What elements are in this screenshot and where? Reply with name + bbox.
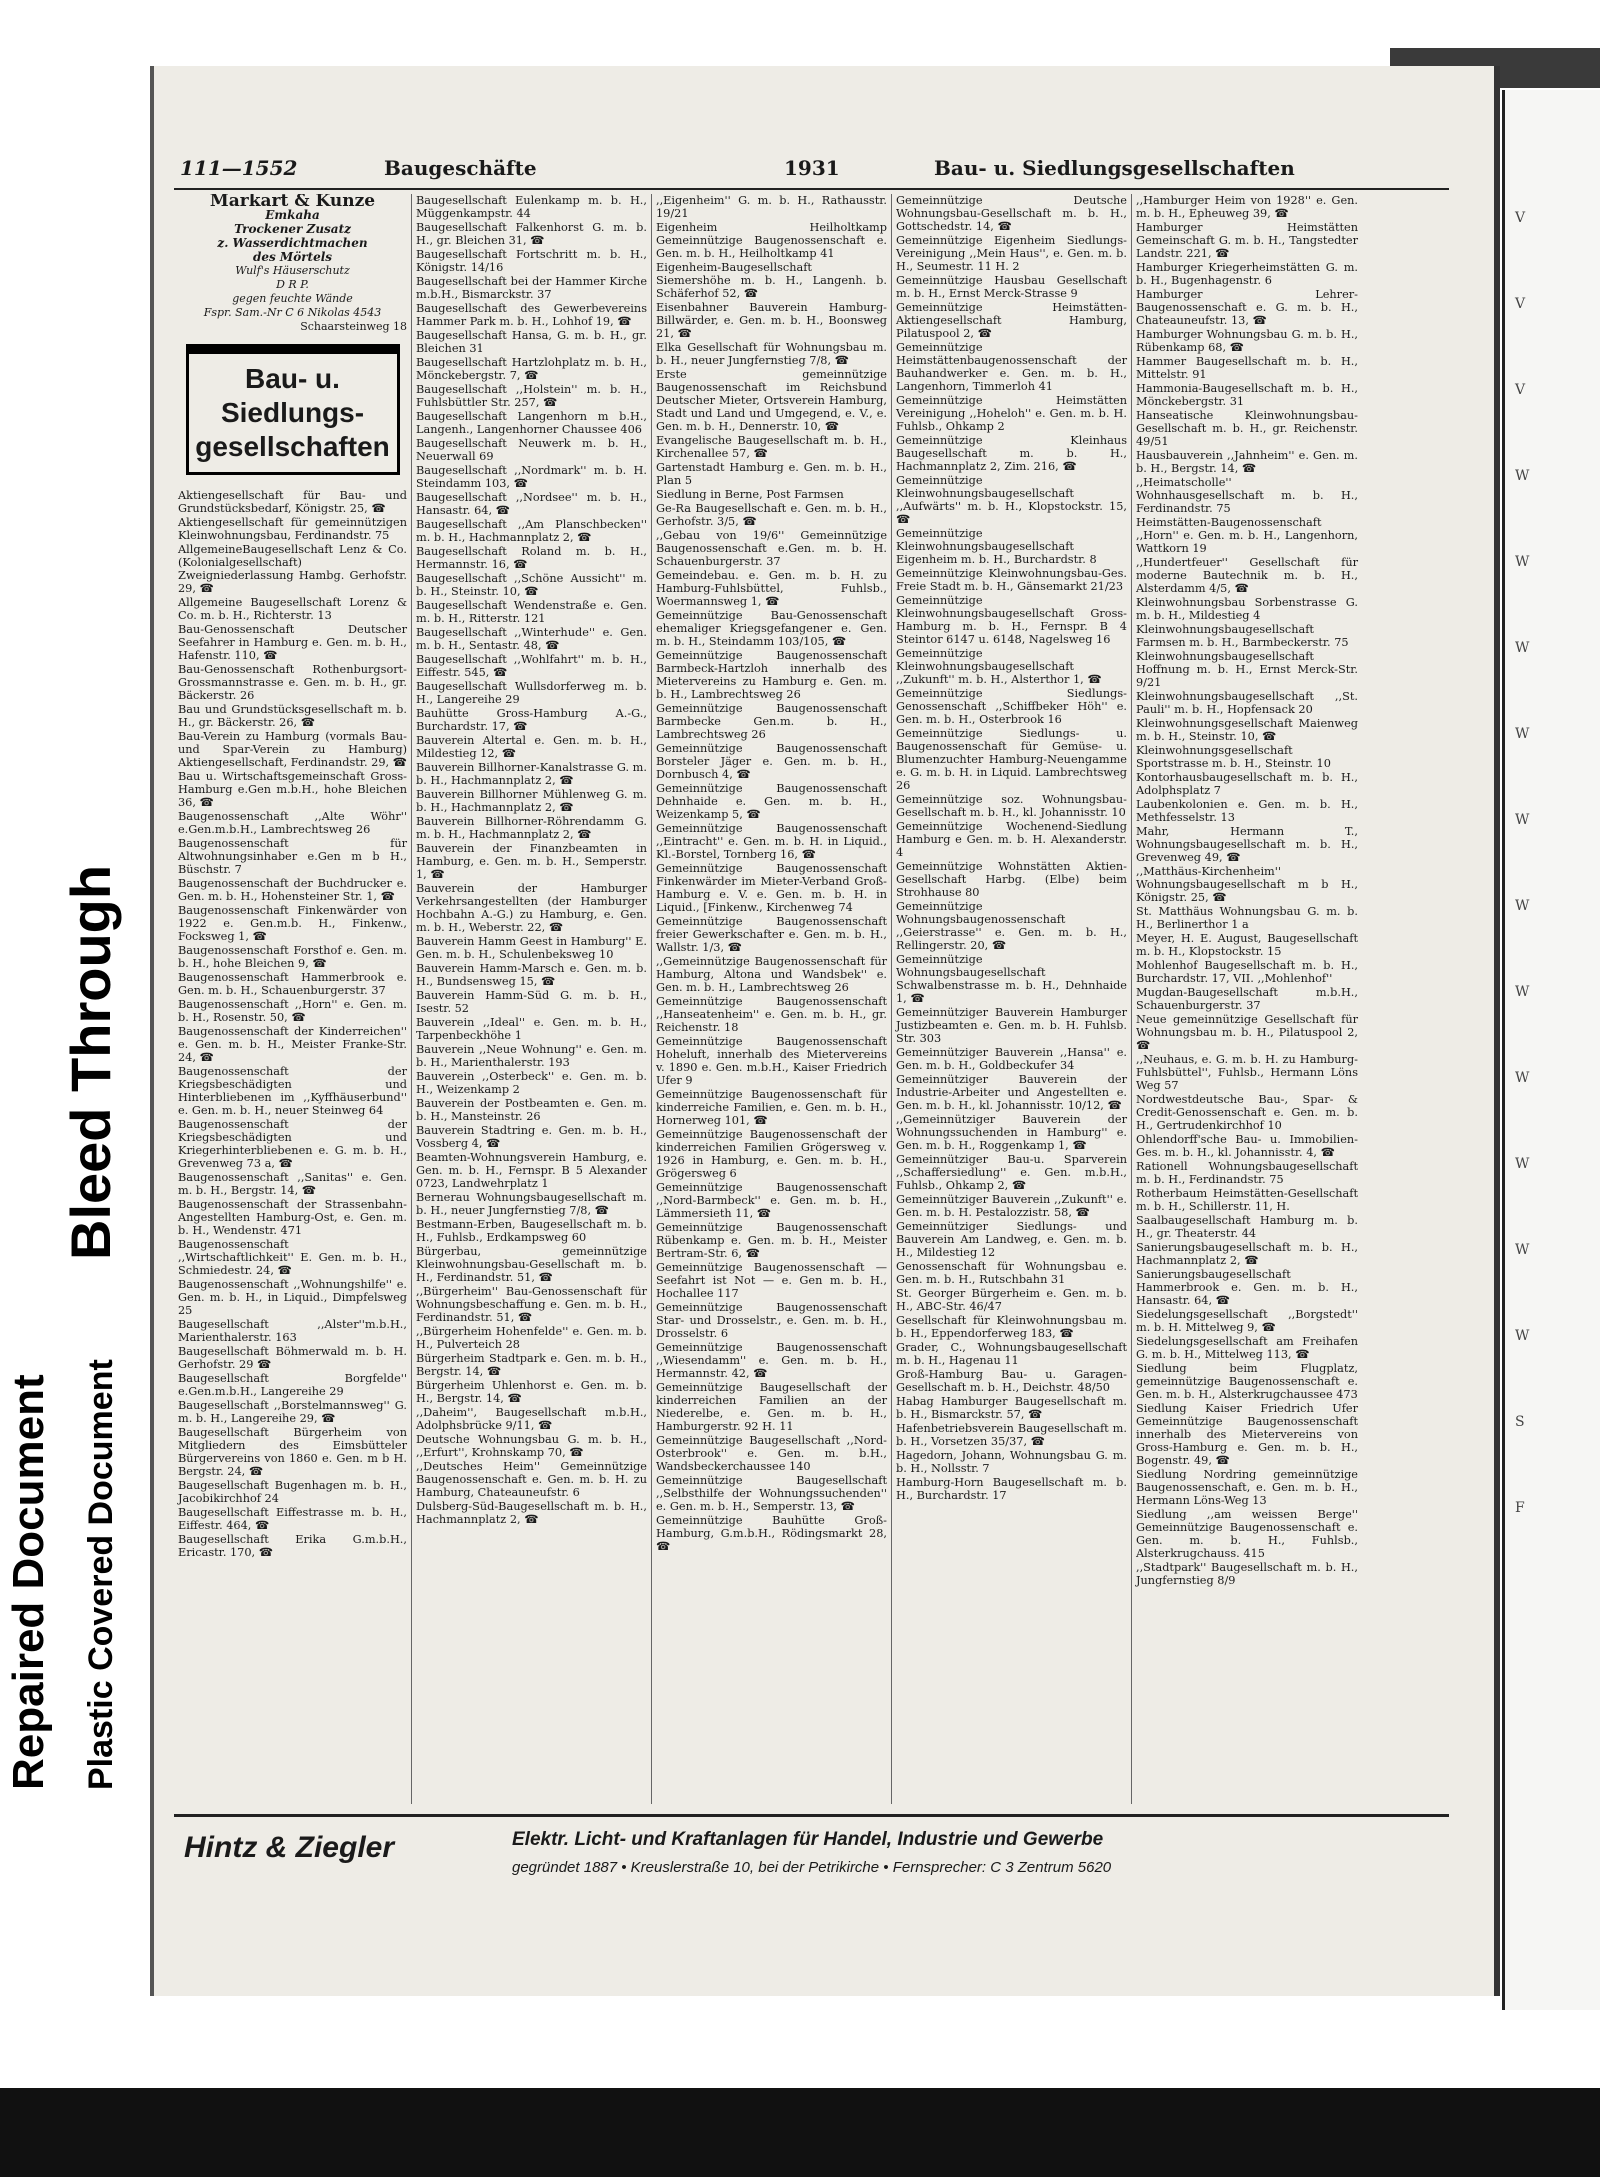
- side-labels: [0, 780, 150, 1820]
- adjacent-page-letter: W: [1515, 726, 1530, 742]
- directory-entry: Gemeinnützige Baugenossenschaft ,,Eintracht'' e. Gen. m. b. H. in Liquid., Kl.-Borstel, Tornberg 16, ☎: [656, 822, 887, 861]
- adjacent-page-letter: W: [1515, 812, 1530, 828]
- directory-entry: Baugesellschaft des Gewerbevereins Hammer Park m. b. H., Lohhof 19, ☎: [416, 302, 647, 328]
- directory-entry: Bau-Verein zu Hamburg (vormals Bau- und Spar-Verein zu Hamburg) Aktiengesellschaft, Ferdinandstr. 29, ☎: [178, 730, 407, 769]
- directory-entry: Bauverein Hamm Geest in Hamburg'' E. Gen. m. b. H., Schulenbeksweg 10: [416, 935, 647, 961]
- directory-entry: Baugesellschaft ,,Alster''m.b.H., Marienthalerstr. 163: [178, 1318, 407, 1344]
- directory-entry: Dulsberg-Süd-Baugesellschaft m. b. H., Hachmannplatz 2, ☎: [416, 1500, 647, 1526]
- directory-entry: Baugesellschaft Hansa, G. m. b. H., gr. Bleichen 31: [416, 329, 647, 355]
- page-number: 111—1552: [180, 156, 298, 180]
- directory-entry: Mohlenhof Baugesellschaft m. b. H., Burchardstr. 17, VII. ,,Mohlenhof'': [1136, 959, 1358, 985]
- directory-entry: Gemeinnützige Hausbau Gesellschaft m. b. H., Ernst Merck-Strasse 9: [896, 274, 1127, 300]
- directory-entry: Gemeinnützige Siedlungs-Genossenschaft ,,Schiffbeker Höh'' e. Gen. m. b. H., Osterbrook 16: [896, 687, 1127, 726]
- directory-entry: Gemeinnützige Baugenossenschaft der kinderreichen Familien Grögersweg v. 1926 in Hamburg, e. Gen. m. b. H., Grögersweg 6: [656, 1128, 887, 1180]
- directory-entry: Siedelungsgesellschaft ,,Borgstedt'' m. b. H. Mittelweg 9, ☎: [1136, 1308, 1358, 1334]
- directory-entry: Deutsche Wohnungsbau G. m. b. H., ,,Erfurt'', Krohnskamp 70, ☎: [416, 1433, 647, 1459]
- ad-line-3: gegen feuchte Wände: [232, 292, 353, 305]
- directory-entry: Hagedorn, Johann, Wohnungsbau G. m. b. H., Nollsstr. 7: [896, 1449, 1127, 1475]
- directory-entry: Baugesellschaft ,,Borstelmannsweg'' G. m. b. H., Langereihe 29, ☎: [178, 1399, 407, 1425]
- directory-entry: ,,Gemeinnützige Baugenossenschaft für Hamburg, Altona und Wandsbek'' e. Gen. m. b. H., Lambrechtsweg 26: [656, 955, 887, 994]
- directory-entry: Gemeinnützige Baugenossenschaft ,,Wiesendamm'' e. Gen. m. b. H., Hermannstr. 42, ☎: [656, 1341, 887, 1380]
- directory-entry: Kontorhausbaugesellschaft m. b. H., Adolphsplatz 7: [1136, 771, 1358, 797]
- directory-entry: Bürgerheim Uhlenhorst e. Gen. m. b. H., Bergstr. 14, ☎: [416, 1379, 647, 1405]
- directory-entry: Gemeinnützige Baugenossenschaft Borsteler Jäger e. Gen. m. b. H., Dornbusch 4, ☎: [656, 742, 887, 781]
- directory-entry: Eigenheim Heilholtkamp Gemeinnützige Baugenossenschaft e. Gen. m. b. H., Heilholtkamp 41: [656, 221, 887, 260]
- directory-entry: Bauverein Billhorner-Kanalstrasse G. m. b. H., Hachmannplatz 2, ☎: [416, 761, 647, 787]
- directory-entry: Hamburger Kriegerheimstätten G. m. b. H., Bugenhagenstr. 6: [1136, 261, 1358, 287]
- directory-columns: [174, 194, 1449, 1804]
- directory-entry: Kleinwohnungsbaugesellschaft Farmsen m. b. H., Barmbeckerstr. 75: [1136, 623, 1349, 649]
- repaired-document-label: Repaired Document: [4, 1374, 53, 1790]
- section-title-box: Bau- u. Siedlungs- gesellschaften: [186, 344, 400, 475]
- plastic-covered-label: Plastic Covered Document: [82, 1359, 120, 1790]
- directory-entry: Hammonia-Baugesellschaft m. b. H., Mönckebergstr. 31: [1136, 382, 1358, 408]
- directory-entry: Bernerau Wohnungsbaugesellschaft m. b. H., neuer Jungfernstieg 7/8, ☎: [416, 1191, 647, 1217]
- column-3: [652, 194, 892, 1804]
- directory-entry: Gemeinnützige Baugenossenschaft — Seefahrt ist Not — e. Gen m. b. H., Hochallee 117: [656, 1261, 887, 1300]
- adjacent-page-letter: W: [1515, 554, 1530, 570]
- directory-entry: Baugenossenschaft Finkenwärder von 1922 e. Gen.m.b. H., Finkenw., Focksweg 1, ☎: [178, 904, 407, 943]
- directory-entry: Baugenossenschaft ,,Horn'' e. Gen. m. b. H., Rosenstr. 50, ☎: [178, 998, 407, 1024]
- adjacent-page-letter: W: [1515, 640, 1530, 656]
- directory-entry: Bauverein Billhorner Mühlenweg G. m. b. H., Hachmannplatz 2, ☎: [416, 788, 647, 814]
- directory-entry: Bauverein Billhorner-Röhrendamm G. m. b. H., Hachmannplatz 2, ☎: [416, 815, 647, 841]
- column-5: [1132, 194, 1362, 1804]
- directory-entry: Gemeinnützige Baugenossenschaft Barmbecke Gen.m. b. H., Lambrechtsweg 26: [656, 702, 887, 741]
- directory-entry: Gemeinnützige Baugesellschaft ,,Nord-Osterbrook'' e. Gen. m. b.H., Wandsbeckerchaussee 140: [656, 1434, 887, 1473]
- directory-entry: Gemeinnützige Kleinwohnungsbaugesellschaft ,,Aufwärts'' m. b. H., Klopstockstr. 15, ☎: [896, 474, 1127, 526]
- directory-entry: ,,Deutsches Heim'' Gemeinnützige Baugenossenschaft e. Gen. m. b. H. zu Hamburg, Chateauneufstr. 6: [416, 1460, 647, 1499]
- directory-entry: Gemeinnützige Heimstätten Vereinigung ,,Hoheloh'' e. Gen. m. b. H. Fuhlsb., Ohkamp 2: [896, 394, 1127, 433]
- directory-entry: Sanierungsbaugesellschaft Hammerbrook e. Gen. m. b. H., Hansastr. 64, ☎: [1136, 1268, 1358, 1307]
- directory-entry: Rationell Wohnungsbaugesellschaft m. b. H., Ferdinandstr. 75: [1136, 1160, 1358, 1186]
- directory-entry: Bürgerbau, gemeinnützige Kleinwohnungsbau-Gesellschaft m. b. H., Ferdinandstr. 51, ☎: [416, 1245, 647, 1284]
- directory-entry: Baugesellschaft Hartzlohplatz m. b. H., Mönckebergstr. 7, ☎: [416, 356, 647, 382]
- directory-entry: Bauverein ,,Ideal'' e. Gen. m. b. H., Tarpenbeckhöhe 1: [416, 1016, 647, 1042]
- directory-entry: Baugesellschaft Wullsdorferweg m. b. H., Langereihe 29: [416, 680, 647, 706]
- adjacent-page-letter: W: [1515, 898, 1530, 914]
- directory-entry: Bauverein Hamm-Marsch e. Gen. m. b. H., Bundsensweg 15, ☎: [416, 962, 647, 988]
- ad-slogan-3: des Mörtels: [252, 250, 333, 264]
- directory-entry: Baugesellschaft ,,Nordmark'' m. b. H. Steindamm 103, ☎: [416, 464, 647, 490]
- directory-entry: Bauverein Hamm-Süd G. m. b. H., Isestr. 52: [416, 989, 647, 1015]
- directory-entry: Beamten-Wohnungsverein Hamburg, e. Gen. m. b. H., Fernspr. B 5 Alexander 0723, Landwehrplatz 1: [416, 1151, 647, 1190]
- directory-entry: Baugesellschaft bei der Hammer Kirche m.b.H., Bismarckstr. 37: [416, 275, 647, 301]
- directory-entry: Hafenbetriebsverein Baugesellschaft m. b. H., Vorsetzen 35/37, ☎: [896, 1422, 1127, 1448]
- directory-entry: Gemeinnützige soz. Wohnungsbau-Gesellschaft m. b. H., kl. Johannisstr. 10: [896, 793, 1127, 819]
- directory-entry: Kleinwohnungsgesellschaft Maienweg m. b. H., Steinstr. 10, ☎: [1136, 717, 1358, 743]
- directory-entry: Hammer Baugesellschaft m. b. H., Mittelstr. 91: [1136, 355, 1358, 381]
- directory-entry: Baugesellschaft Roland m. b. H., Hermannstr. 16, ☎: [416, 545, 647, 571]
- directory-entry: Baugenossenschaft für Altwohnungsinhaber e.Gen m b H., Büschstr. 7: [178, 837, 407, 876]
- adjacent-page-letter: W: [1515, 1242, 1530, 1258]
- directory-entry: Baugesellschaft Bugenhagen m. b. H., Jacobikirchhof 24: [178, 1479, 407, 1505]
- directory-entry: Bau-Genossenschaft Rothenburgsort-Grossmannstrasse e. Gen. m. b. H., gr. Bäckerstr. 26: [178, 663, 407, 702]
- directory-entry: ,,Gemeinnütziger Bauverein der Wohnungssuchenden in Hamburg'' e. Gen. m. b. H., Roggenkamp 1, ☎: [896, 1113, 1127, 1152]
- directory-entry: Gemeinnützige Heimstättenbaugenossenschaft der Bauhandwerker e. Gen. m. b. H., Langenhorn, Timmerloh 41: [896, 341, 1127, 393]
- directory-entry: Bau u. Wirtschaftsgemeinschaft Gross-Hamburg e.Gen m.b.H., hohe Bleichen 36, ☎: [178, 770, 407, 809]
- directory-entry: Baugenossenschaft ,,Wohnungshilfe'' e. Gen. m. b. H., in Liquid., Dimpfelsweg 25: [178, 1278, 407, 1317]
- directory-entry: Ohlendorff'sche Bau- u. Immobilien-Ges. m. b. H., kl. Johannisstr. 4, ☎: [1136, 1133, 1358, 1159]
- directory-entry: Baugesellschaft ,,Schöne Aussicht'' m. b. H., Steinstr. 10, ☎: [416, 572, 647, 598]
- directory-entry: Hamburger Heimstätten Gemeinschaft G. m. b. H., Tangstedter Landstr. 221, ☎: [1136, 221, 1358, 260]
- ad-slogan-2: z. Wasserdichtmachen: [217, 236, 368, 250]
- directory-entry: Grader, C., Wohnungsbaugesellschaft m. b. H., Hagenau 11: [896, 1341, 1127, 1367]
- directory-entry: Baugesellschaft Bürgerheim von Mitgliedern des Eimsbütteler Bürgervereins von 1860 e. Gen. m b H. Bergstr. 24, ☎: [178, 1426, 407, 1478]
- adjacent-page-letter: V: [1515, 210, 1526, 226]
- ad-title: Markart & Kunze: [209, 194, 376, 211]
- ad-line-5: Schaarsteinweg 18: [300, 320, 407, 333]
- directory-entry: Aktiengesellschaft für Bau- und Grundstücksbedarf, Königstr. 25, ☎: [178, 489, 407, 515]
- directory-entry: Gemeinnützige Baugenossenschaft für kinderreiche Familien, e. Gen. m. b. H., Hornerweg 101, ☎: [656, 1088, 887, 1127]
- document-page: [150, 66, 1500, 1996]
- directory-entry: St. Georger Bürgerheim e. Gen. m. b. H., ABC-Str. 46/47: [896, 1287, 1127, 1313]
- directory-entry: ,,Bürgerheim Hohenfelde'' e. Gen. m. b. H., Pulverteich 28: [416, 1325, 647, 1351]
- directory-entry: Hanseatische Kleinwohnungsbau-Gesellschaft m. b. H., gr. Reichenstr. 49/51: [1136, 409, 1358, 448]
- directory-entry: Evangelische Baugesellschaft m. b. H., Kirchenallee 57, ☎: [656, 434, 887, 460]
- scan-top-margin: [0, 0, 1600, 48]
- directory-entry: Laubenkolonien e. Gen. m. b. H., Methfesselstr. 13: [1136, 798, 1358, 824]
- directory-entry: Baugesellschaft Neuwerk m. b. H., Neuerwall 69: [416, 437, 647, 463]
- directory-entry: Siedlung Nordring gemeinnützige Baugenossenschaft, e. Gen. m. b. H., Hermann Löns-Weg 13: [1136, 1468, 1358, 1507]
- directory-entry: Bau-Genossenschaft Deutscher Seefahrer in Hamburg e. Gen. m. b. H., Hafenstr. 110, ☎: [178, 623, 407, 662]
- directory-entry: Bauverein der Postbeamten e. Gen. m. b. H., Mansteinstr. 26: [416, 1097, 647, 1123]
- directory-entry: Kleinwohnungsgesellschaft Sportstrasse m. b. H., Steinstr. 10: [1136, 744, 1331, 770]
- directory-entry: Siedlung Kaiser Friedrich Ufer Gemeinnützige Baugenossenschaft innerhalb des Mietervereins von Gross-Hamburg e. Gen. m. b. H., Bogenstr. 49, ☎: [1136, 1402, 1358, 1467]
- directory-entry: Hamburg-Horn Baugesellschaft m. b. H., Burchardstr. 17: [896, 1476, 1127, 1502]
- directory-entry: Gemeinnütziger Bauverein ,,Hansa'' e. Gen. m. b. H., Goldbeckufer 34: [896, 1046, 1127, 1072]
- column-1: [174, 194, 412, 1804]
- directory-entry: Baugesellschaft Langenhorn m b.H., Langenh., Langenhorner Chaussee 406: [416, 410, 647, 436]
- directory-entry: Heimstätten-Baugenossenschaft ,,Horn'' e. Gen. m. b. H., Langenhorn, Wattkorn 19: [1136, 516, 1358, 555]
- directory-entry: ,,Bürgerheim'' Bau-Genossenschaft für Wohnungsbeschaffung e. Gen. m. b. H., Ferdinandstr. 51, ☎: [416, 1285, 647, 1324]
- directory-entry: ,,Heimatscholle'' Wohnhausgesellschaft m. b. H., Ferdinandstr. 75: [1136, 476, 1358, 515]
- footer-line-2: gegründet 1887 • Kreuslerstraße 10, bei der Petrikirche • Fernsprecher: C 3 Zentrum 5620: [512, 1859, 1112, 1876]
- directory-entry: ,,Neuhaus, e. G. m. b. H. zu Hamburg-Fuhlsbüttel'', Fuhlsb., Hermann Löns Weg 57: [1136, 1053, 1358, 1092]
- directory-entry: Baugenossenschaft Hammerbrook e. Gen. m. b. H., Schauenburgerstr. 37: [178, 971, 407, 997]
- adjacent-page-letter: V: [1515, 382, 1526, 398]
- directory-entry: Gemeinnützige Baugenossenschaft freier Gewerkschafter e. Gen. m. b. H., Wallstr. 1/3, ☎: [656, 915, 887, 954]
- directory-entry: Groß-Hamburg Bau- u. Garagen-Gesellschaft m. b. H., Deichstr. 48/50: [896, 1368, 1127, 1394]
- directory-entry: Kleinwohnungsbaugesellschaft Hoffnung m. b. H., Ernst Merck-Str. 9/21: [1136, 650, 1358, 689]
- entry-list: [178, 489, 407, 1559]
- directory-entry: Gemeinnützige Kleinwohnungsbaugesellschaft ,,Zukunft'' m. b. H., Alsterthor 1, ☎: [896, 647, 1102, 686]
- adjacent-page-letter: W: [1515, 468, 1530, 484]
- directory-entry: Bauhütte Gross-Hamburg A.-G., Burchardstr. 17, ☎: [416, 707, 647, 733]
- column-4: [892, 194, 1132, 1804]
- directory-entry: Ge-Ra Baugesellschaft e. Gen. m. b. H., Gerhofstr. 3/5, ☎: [656, 502, 887, 528]
- directory-entry: St. Matthäus Wohnungsbau G. m. b. H., Berlinerthor 1 a: [1136, 905, 1358, 931]
- adjacent-page-letter: W: [1515, 1156, 1530, 1172]
- directory-entry: Gemeinnützige Baugenossenschaft Finkenwärder im Mieter-Verband Groß-Hamburg e. V. e. Gen. m. b. H. in Liquid., [Finkenw., Kirchenweg 74: [656, 862, 887, 914]
- adjacent-page-letter: W: [1515, 1328, 1530, 1344]
- directory-entry: Siedlung in Berne, Post Farmsen: [656, 488, 844, 501]
- directory-entry: Erste gemeinnützige Baugenossenschaft im Reichsbund Deutscher Mieter, Ortsverein Hamburg, Stadt und Land und Umgegend, e. V., e. Gen. m. b. H., Dennerstr. 10, ☎: [656, 368, 887, 433]
- directory-entry: Habag Hamburger Baugesellschaft m. b. H., Bismarckstr. 57, ☎: [896, 1395, 1127, 1421]
- ad-brand: Emkaha: [265, 208, 320, 222]
- directory-entry: Aktiengesellschaft für gemeinnützigen Kleinwohnungsbau, Ferdinandstr. 75: [178, 516, 407, 542]
- directory-entry: Baugesellschaft Wendenstraße e. Gen. m. b. H., Ritterstr. 121: [416, 599, 647, 625]
- bleed-through-label: Bleed Through: [59, 864, 122, 1260]
- adjacent-page-letter: W: [1515, 1070, 1530, 1086]
- directory-entry: Bauverein ,,Neue Wohnung'' e. Gen. m. b. H., Marienthalerstr. 193: [416, 1043, 647, 1069]
- directory-entry: Gemeinnützige Baugenossenschaft ,,Nord-Barmbeck'' e. Gen. m. b. H., Lämmersieth 11, ☎: [656, 1181, 887, 1220]
- header-right-title: Bau- u. Siedlungsgesellschaften: [934, 156, 1295, 180]
- directory-entry: Bestmann-Erben, Baugesellschaft m. b. H., Fuhlsb., Erdkampsweg 60: [416, 1218, 647, 1244]
- scan-bottom-margin: [0, 2088, 1600, 2177]
- page-header: [174, 150, 1449, 190]
- directory-entry: Baugenossenschaft der Kriegsbeschädigten und Kriegerhinterbliebenen e. G. m. b. H., Grevenweg 73 a, ☎: [178, 1118, 407, 1170]
- directory-entry: Siedelungsgesellschaft am Freihafen G. m. b. H., Mittelweg 113, ☎: [1136, 1335, 1358, 1361]
- directory-entry: Gemeinnützige Baugenossenschaft Barmbeck-Hartzloh innerhalb des Mietervereins zu Hamburg e. Gen. m. b. H., Lambrechtsweg 26: [656, 649, 887, 701]
- directory-entry: Mugdan-Baugesellschaft m.b.H., Schauenburgerstr. 37: [1136, 986, 1358, 1012]
- directory-entry: ,,Hundertfeuer'' Gesellschaft für moderne Bautechnik m. b. H., Alsterdamm 4/5, ☎: [1136, 556, 1358, 595]
- directory-entry: Meyer, H. E. August, Baugesellschaft m. b. H., Klopstockstr. 15: [1136, 932, 1358, 958]
- directory-entry: Baugesellschaft Falkenhorst G. m. b. H., gr. Bleichen 31, ☎: [416, 221, 647, 247]
- directory-entry: Baugenossenschaft ,,Wirtschaftlichkeit'' E. Gen. m. b. H., Schmiedestr. 24, ☎: [178, 1238, 407, 1277]
- directory-entry: Gemeinnützige Wohnungsbaugesellschaft Schwalbenstrasse m. b. H., Dehnhaide 1, ☎: [896, 953, 1127, 1005]
- directory-entry: Elka Gesellschaft für Wohnungsbau m. b. H., neuer Jungfernstieg 7/8, ☎: [656, 341, 887, 367]
- directory-entry: Gemeinnützige Baugenossenschaft Dehnhaide e. Gen. m. b. H., Weizenkamp 5, ☎: [656, 782, 887, 821]
- header-year: 1931: [784, 156, 840, 180]
- directory-entry: Baugenossenschaft ,,Alte Wöhr'' e.Gen.m.b.H., Lambrechtsweg 26: [178, 810, 407, 836]
- page-content: [174, 150, 1449, 1950]
- ad-slogan-1: Trockener Zusatz: [234, 222, 351, 236]
- directory-entry: Gartenstadt Hamburg e. Gen. m. b. H., Plan 5: [656, 461, 887, 487]
- directory-entry: ,,Daheim'', Baugesellschaft m.b.H., Adolphsbrücke 9/11, ☎: [416, 1406, 647, 1432]
- directory-entry: Siedlung ,,am weissen Berge'' Gemeinnützige Baugenossenschaft e. Gen. m. b. H., Fuhlsb., Alsterkrugchauss. 415: [1136, 1508, 1358, 1560]
- adjacent-page-letter: V: [1515, 296, 1526, 312]
- directory-entry: Hamburger Lehrer-Baugenossenschaft e. G. m. b. H., Chateauneufstr. 13, ☎: [1136, 288, 1358, 327]
- directory-entry: Gesellschaft für Kleinwohnungsbau m. b. H., Eppendorferweg 183, ☎: [896, 1314, 1127, 1340]
- directory-entry: Eisenbahner Bauverein Hamburg-Billwärder, e. Gen. m. b. H., Boonsweg 21, ☎: [656, 301, 887, 340]
- directory-entry: Gemeinnützige Wohnungsbaugenossenschaft ,,Geierstrasse'' e. Gen. m. b. H., Rellingerstr. 20, ☎: [896, 900, 1127, 952]
- directory-entry: Baugesellschaft ,,Nordsee'' m. b. H., Hansastr. 64, ☎: [416, 491, 647, 517]
- ad-line-1: Wulf's Häuserschutz: [235, 264, 350, 277]
- directory-entry: Baugenossenschaft der Buchdrucker e. Gen. m. b. H., Hohensteiner Str. 1, ☎: [178, 877, 407, 903]
- directory-entry: Baugenossenschaft der Strassenbahn-Angestellten Hamburg-Ost, e. Gen. m. b. H., Wendenstr. 471: [178, 1198, 407, 1237]
- directory-entry: Genossenschaft für Wohnungsbau e. Gen. m. b. H., Rutschbahn 31: [896, 1260, 1127, 1286]
- directory-entry: ,,Stadtpark'' Baugesellschaft m. b. H., Jungfernstieg 8/9: [1136, 1561, 1358, 1587]
- directory-entry: Gemeinnützige Baugenossenschaft ,,Hanseatenheim'' e. Gen. m. b. H., gr. Reichenstr. 18: [656, 995, 887, 1034]
- directory-entry: Gemeinnützige Baugenossenschaft Star- und Drosselstr., e. Gen. m. b. H., Drosselstr. 6: [656, 1301, 887, 1340]
- directory-entry: Kleinwohnungsbau Sorbenstrasse G. m. b. H., Mildestieg 4: [1136, 596, 1358, 622]
- ad-line-4: Fspr. Sam.-Nr C 6 Nikolas 4543: [203, 306, 382, 319]
- directory-entry: Baugesellschaft Fortschritt m. b. H., Königstr. 14/16: [416, 248, 647, 274]
- directory-entry: Baugesellschaft Erika G.m.b.H., Ericastr. 170, ☎: [178, 1533, 407, 1559]
- footer-brand: Hintz & Ziegler: [184, 1831, 395, 1864]
- directory-entry: Baugesellschaft ,,Holstein'' m. b. H., Fuhlsbüttler Str. 257, ☎: [416, 383, 647, 409]
- footer-line-1: Elektr. Licht- und Kraftanlagen für Handel, Industrie und Gewerbe: [512, 1829, 1104, 1850]
- ad-line-2: D R P.: [276, 278, 309, 291]
- directory-entry: Gemeinnützige Siedlungs- u. Baugenossenschaft für Gemüse- u. Blumenzuchter Hamburg-Neuengamme e. G. m. b. H. in Liquid. Lambrechtsweg 26: [896, 727, 1127, 792]
- directory-entry: Bauverein Altertal e. Gen. m. b. H., Mildestieg 12, ☎: [416, 734, 647, 760]
- directory-entry: Mahr, Hermann T., Wohnungsbaugesellschaft m. b. H., Grevenweg 49, ☎: [1136, 825, 1358, 864]
- directory-entry: Baugesellschaft Böhmerwald m. b. H. Gerhofstr. 29 ☎: [178, 1345, 407, 1371]
- footer-ad: [174, 1814, 1449, 1903]
- adjacent-page-edge: [1502, 90, 1600, 2010]
- directory-entry: ,,Eigenheim'' G. m. b. H., Rathausstr. 19/21: [656, 194, 887, 220]
- directory-entry: Baugesellschaft Eiffestrasse m. b. H., Eiffestr. 464, ☎: [178, 1506, 407, 1532]
- directory-entry: Gemeinnütziger Bauverein der Industrie-Arbeiter und Angestellten e. Gen. m. b. H., kl. Johannisstr. 10/12, ☎: [896, 1073, 1127, 1112]
- directory-entry: Hausbauverein ,,Jahnheim'' e. Gen. m. b. H., Bergstr. 14, ☎: [1136, 449, 1358, 475]
- directory-entry: Gemeinnützige Kleinwohnungsbaugesellschaft Gross-Hamburg m. b. H., Fernspr. B 4 Steintor 6147 u. 6148, Nagelsweg 16: [896, 594, 1127, 646]
- directory-entry: Baugenossenschaft ,,Sanitas'' e. Gen. m. b. H., Bergstr. 14, ☎: [178, 1171, 407, 1197]
- directory-entry: Neue gemeinnützige Gesellschaft für Wohnungsbau m. b. H., Pilatuspool 2, ☎: [1136, 1013, 1358, 1052]
- directory-entry: Gemeinnützige Wochenend-Siedlung Hamburg e Gen. m. b. H. Alexanderstr. 4: [896, 820, 1127, 859]
- directory-entry: Bauverein der Hamburger Verkehrsangestellten (der Hamburger Hochbahn A.-G.) zu Hamburg, e. Gen. m. b. H., Weberstr. 22, ☎: [416, 882, 647, 934]
- directory-entry: ,,Gebau von 19/6'' Gemeinnützige Baugenossenschaft e.Gen. m. b. H. Schauenburgerstr. 37: [656, 529, 887, 568]
- directory-entry: Gemeinnützige Bau-Genossenschaft ehemaliger Kriegsgefangener e. Gen. m. b. H., Steindamm 103/105, ☎: [656, 609, 887, 648]
- adjacent-page-letter: S: [1515, 1414, 1525, 1430]
- directory-entry: Baugenossenschaft Forsthof e. Gen. m. b. H., hohe Bleichen 9, ☎: [178, 944, 407, 970]
- directory-entry: Bau und Grundstücksgesellschaft m. b. H., gr. Bäckerstr. 26, ☎: [178, 703, 407, 729]
- directory-entry: Bürgerheim Stadtpark e. Gen. m. b. H., Bergstr. 14, ☎: [416, 1352, 647, 1378]
- directory-entry: Baugesellschaft ,,Wohlfahrt'' m. b. H., Eiffestr. 545, ☎: [416, 653, 647, 679]
- directory-entry: Gemeindebau. e. Gen. m. b. H. zu Hamburg-Fuhlsbüttel, Fuhlsb., Woermannsweg 1, ☎: [656, 569, 887, 608]
- directory-entry: Baugesellschaft Eulenkamp m. b. H., Müggenkampstr. 44: [416, 194, 647, 220]
- directory-entry: Eigenheim-Baugesellschaft Siemershöhe m. b. H., Langenh. b. Schäferhof 52, ☎: [656, 261, 887, 300]
- directory-entry: Gemeinnütziger Bau-u. Sparverein ,,Schaffersiedlung'' e. Gen. m.b.H., Fuhlsb., Ohkamp 2, ☎: [896, 1153, 1127, 1192]
- header-left-title: Baugeschäfte: [384, 156, 537, 180]
- directory-entry: Hamburger Wohnungsbau G. m. b. H., Rübenkamp 68, ☎: [1136, 328, 1358, 354]
- directory-entry: Gemeinnützige Baugenossenschaft Rübenkamp e. Gen. m. b. H., Meister Bertram-Str. 6, ☎: [656, 1221, 887, 1260]
- directory-entry: Gemeinnützige Deutsche Wohnungsbau-Gesellschaft m. b. H., Gottschedstr. 14, ☎: [896, 194, 1127, 233]
- directory-entry: Kleinwohnungsbaugesellschaft ,,St. Pauli'' m. b. H., Hopfensack 20: [1136, 690, 1358, 716]
- adjacent-page-letter: W: [1515, 984, 1530, 1000]
- directory-entry: Gemeinnütziger Bauverein Hamburger Justizbeamten e. Gen. m. b. H. Fuhlsb. Str. 303: [896, 1006, 1127, 1045]
- directory-entry: Rotherbaum Heimstätten-Gesellschaft m. b. H., Schillerstr. 11, H.: [1136, 1187, 1358, 1213]
- directory-entry: ,,Matthäus-Kirchenheim'' Wohnungsbaugesellschaft m b H., Königstr. 25, ☎: [1136, 865, 1358, 904]
- directory-entry: Gemeinnütziger Siedlungs- und Bauverein Am Landweg, e. Gen. m. b. H., Mildestieg 12: [896, 1220, 1127, 1259]
- directory-entry: Gemeinnützige Heimstätten-Aktiengesellschaft Hamburg, Pilatuspool 2, ☎: [896, 301, 1127, 340]
- directory-entry: Gemeinnützige Kleinhaus Baugesellschaft m. b. H., Hachmannplatz 2, Zim. 216, ☎: [896, 434, 1127, 473]
- directory-entry: Bauverein der Finanzbeamten in Hamburg, e. Gen. m. b. H., Semperstr. 1, ☎: [416, 842, 647, 881]
- directory-entry: Gemeinnützige Kleinwohnungsbaugesellschaft Eigenheim m. b. H., Burchardstr. 8: [896, 527, 1097, 566]
- column-2: [412, 194, 652, 1804]
- directory-entry: Siedlung beim Flugplatz, gemeinnützige Baugenossenschaft e. Gen. m. b. H., Alsterkrugchaussee 473: [1136, 1362, 1358, 1401]
- directory-entry: ,,Hamburger Heim von 1928'' e. Gen. m. b. H., Epheuweg 39, ☎: [1136, 194, 1358, 220]
- directory-entry: Baugenossenschaft der Kinderreichen'' e. Gen. m. b. H., Meister Franke-Str. 24, ☎: [178, 1025, 407, 1064]
- directory-entry: Saalbaugesellschaft Hamburg m. b. H., gr. Theaterstr. 44: [1136, 1214, 1358, 1240]
- directory-entry: Nordwestdeutsche Bau-, Spar- & Credit-Genossenschaft e. Gen. m. b. H., Gertrudenkirchhof 10: [1136, 1093, 1358, 1132]
- directory-entry: Gemeinnützige Baugesellschaft ,,Selbsthilfe der Wohnungssuchenden'' e. Gen. m. b. H., Semperstr. 13, ☎: [656, 1474, 887, 1513]
- directory-entry: Gemeinnützige Eigenheim Siedlungs-Vereinigung ,,Mein Haus'', e. Gen. m. b. H., Seumestr. 11 H. 2: [896, 234, 1127, 273]
- directory-entry: Baugenossenschaft der Kriegsbeschädigten und Hinterbliebenen im ,,Kyffhäuserbund'' e. Gen. m. b. H., neuer Steinweg 64: [178, 1065, 407, 1117]
- directory-entry: Baugesellschaft Borgfelde'' e.Gen.m.b.H., Langereihe 29: [178, 1372, 407, 1398]
- directory-entry: Gemeinnützige Baugenossenschaft Hoheluft, innerhalb des Mietervereins v. 1890 e. Gen. m.b.H., Kaiser Friedrich Ufer 9: [656, 1035, 887, 1087]
- directory-entry: Baugesellschaft ,,Winterhude'' e. Gen. m. b. H., Sentastr. 48, ☎: [416, 626, 647, 652]
- directory-entry: Bauverein ,,Osterbeck'' e. Gen. m. b. H., Weizenkamp 2: [416, 1070, 647, 1096]
- directory-entry: Bauverein Stadtring e. Gen. m. b. H., Vossberg 4, ☎: [416, 1124, 647, 1150]
- directory-entry: Gemeinnützige Kleinwohnungsbau-Ges. Freie Stadt m. b. H., Gänsemarkt 21/23: [896, 567, 1127, 593]
- adjacent-page-letter: F: [1515, 1500, 1525, 1516]
- directory-entry: Allgemeine Baugesellschaft Lorenz & Co. m. b. H., Richterstr. 13: [178, 596, 407, 622]
- markart-kunze-ad: [178, 194, 407, 334]
- directory-entry: Gemeinnützige Wohnstätten Aktien-Gesellschaft Harbg. (Elbe) beim Strohhause 80: [896, 860, 1127, 899]
- directory-entry: Gemeinnütziger Bauverein ,,Zukunft'' e. Gen. m. b. H. Pestalozzistr. 58, ☎: [896, 1193, 1127, 1219]
- directory-entry: Sanierungsbaugesellschaft m. b. H., Hachmannplatz 2, ☎: [1136, 1241, 1358, 1267]
- directory-entry: Baugesellschaft ,,Am Planschbecken'' m. b. H., Hachmannplatz 2, ☎: [416, 518, 647, 544]
- directory-entry: AllgemeineBaugesellschaft Lenz & Co. (Kolonialgesellschaft) Zweigniederlassung Hambg. Gerhofstr. 29, ☎: [178, 543, 407, 595]
- directory-entry: Gemeinnützige Bauhütte Groß-Hamburg, G.m.b.H., Rödingsmarkt 28, ☎: [656, 1514, 887, 1553]
- directory-entry: Gemeinnützige Baugesellschaft der kinderreichen Familien an der Niederelbe, e. Gen. m. b. H., Hamburgerstr. 92 H. 11: [656, 1381, 887, 1433]
